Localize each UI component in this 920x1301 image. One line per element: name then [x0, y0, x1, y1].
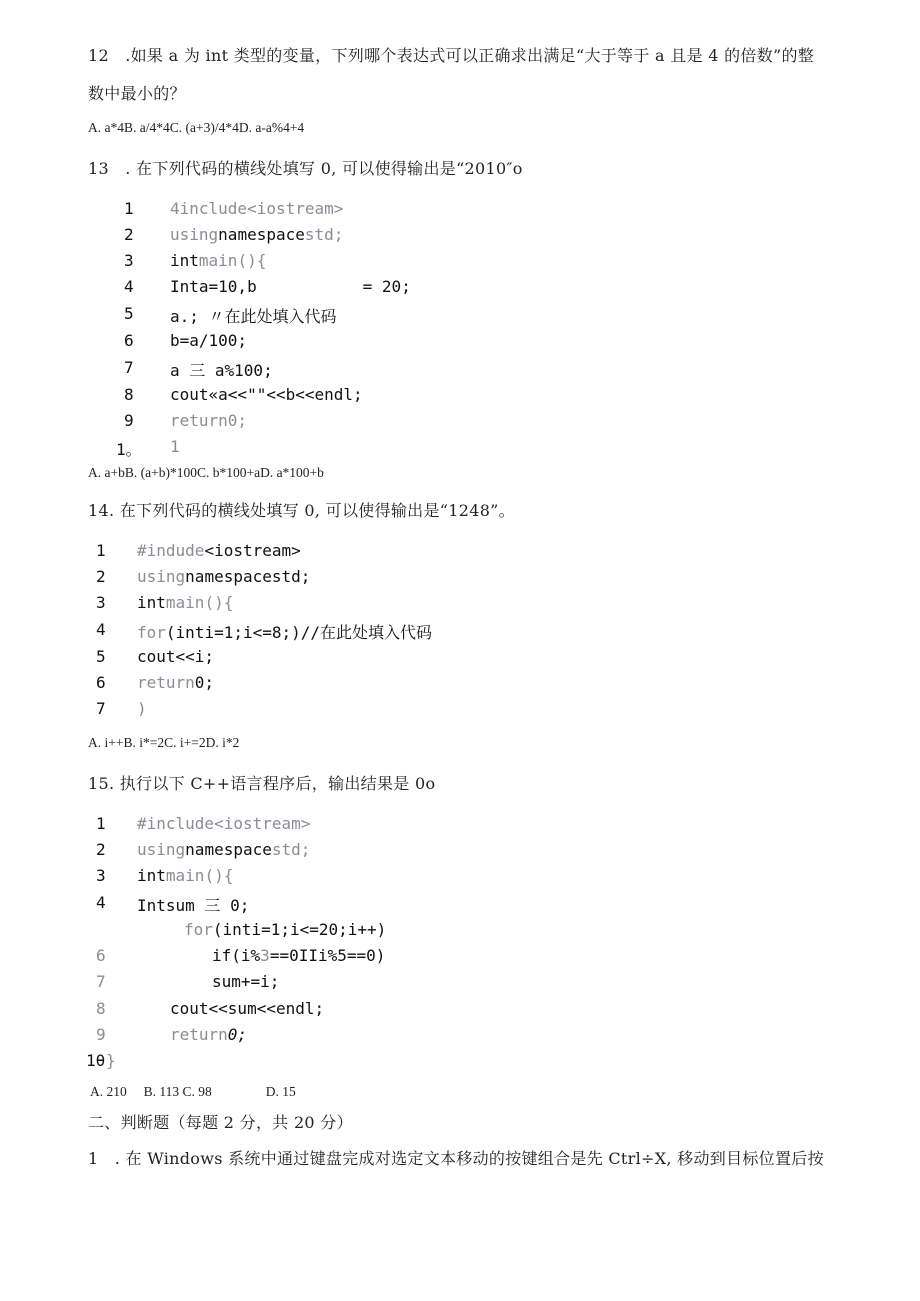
- judge-item-1: 1 . 在 Windows 系统中通过键盘完成对选定文本移动的按键组合是先 Ctrl÷X, 移动到目标位置后按: [88, 1149, 824, 1168]
- code-line: cout<<sum<<endl;: [170, 999, 325, 1018]
- code-line-number: 4: [124, 277, 134, 296]
- code-line-number: 2: [96, 567, 106, 586]
- q15-stem: 15. 执行以下 C++语言程序后，输出结果是 0o: [88, 774, 436, 793]
- code-line-number: 4: [96, 893, 106, 912]
- code-line: ): [137, 699, 147, 718]
- code-line-number: 6: [96, 946, 106, 965]
- code-line: for(inti=1;i<=8;)//在此处填入代码: [137, 623, 433, 642]
- code-line: usingnamespacestd;: [170, 225, 344, 244]
- code-line: usingnamespacestd;: [137, 840, 311, 859]
- q13-options: A. a+bB. (a+b)*100C. b*100+aD. a*100+b: [88, 465, 324, 480]
- q12-options: A. a*4B. a/4*4C. (a+3)/4*4D. a-a%4+4: [88, 120, 305, 135]
- code-line-number: 9: [124, 411, 134, 430]
- code-line-number: 3: [96, 866, 106, 885]
- code-line-number: 7: [96, 699, 106, 718]
- q12-stem-line2: 数中最小的？: [88, 84, 186, 103]
- code-line: intmain(){: [137, 593, 234, 612]
- code-line: usingnamespacestd;: [137, 567, 311, 586]
- code-line: Intsum 三 0;: [137, 896, 250, 915]
- q15-options: A. 210 B. 113 C. 98 D. 15: [90, 1084, 296, 1099]
- code-line-number: 1: [96, 541, 106, 560]
- code-line: Inta=10,b = 20;: [170, 277, 411, 296]
- code-line: a 三 a%100;: [170, 361, 273, 380]
- code-line-number: 1。: [116, 440, 142, 459]
- code-line: intmain(){: [137, 866, 234, 885]
- code-line-number: 1θ: [86, 1051, 106, 1070]
- code-line: return0;: [170, 1025, 248, 1044]
- code-line: intmain(){: [170, 251, 267, 270]
- code-line-number: 3: [96, 593, 106, 612]
- code-line: sum+=i;: [212, 972, 280, 991]
- q14-options: A. i++B. i*=2C. i+=2D. i*2: [88, 735, 240, 750]
- code-line: if(i%3==0IIi%5==0): [212, 946, 386, 965]
- code-line-number: 5: [124, 304, 134, 323]
- code-line: #indude<iostream>: [137, 541, 301, 560]
- code-line-number: 1: [96, 814, 106, 833]
- q12-stem-line1: 12 .如果 a 为 int 类型的变量，下列哪个表达式可以正确求出满足“大于等于 a 且是 4 的倍数”的整: [88, 46, 815, 65]
- code-line-number: 2: [124, 225, 134, 244]
- code-line-number: 4: [96, 620, 106, 639]
- code-line-number: 2: [96, 840, 106, 859]
- code-line: b=a/100;: [170, 331, 248, 350]
- code-line-number: 8: [96, 999, 106, 1018]
- section-heading: 二、判断题（每题 2 分，共 20 分）: [88, 1113, 353, 1132]
- code-line: 1: [170, 437, 180, 456]
- q14-stem: 14. 在下列代码的横线处填写 0, 可以使得输出是“1248”。: [88, 501, 515, 520]
- code-line-number: 3: [124, 251, 134, 270]
- code-line: return0;: [170, 411, 248, 430]
- code-line-number: 8: [124, 385, 134, 404]
- code-line-number: 6: [96, 673, 106, 692]
- code-line-number: 1: [124, 199, 134, 218]
- q13-stem: 13 . 在下列代码的横线处填写 0, 可以使得输出是“2010″o: [88, 159, 523, 178]
- code-line: #include<iostream>: [137, 814, 311, 833]
- code-line: cout<<i;: [137, 647, 215, 666]
- code-line-number: 7: [96, 972, 106, 991]
- code-line: cout«a<<""<<b<<endl;: [170, 385, 363, 404]
- code-line: }: [106, 1051, 116, 1070]
- code-line-number: 5: [96, 647, 106, 666]
- code-line-number: 7: [124, 358, 134, 377]
- code-line-number: 9: [96, 1025, 106, 1044]
- code-line: a.; 〃在此处填入代码: [170, 307, 337, 326]
- code-line-number: 6: [124, 331, 134, 350]
- code-line: for(inti=1;i<=20;i++): [184, 920, 387, 939]
- code-line: return0;: [137, 673, 215, 692]
- code-line: 4include<iostream>: [170, 199, 344, 218]
